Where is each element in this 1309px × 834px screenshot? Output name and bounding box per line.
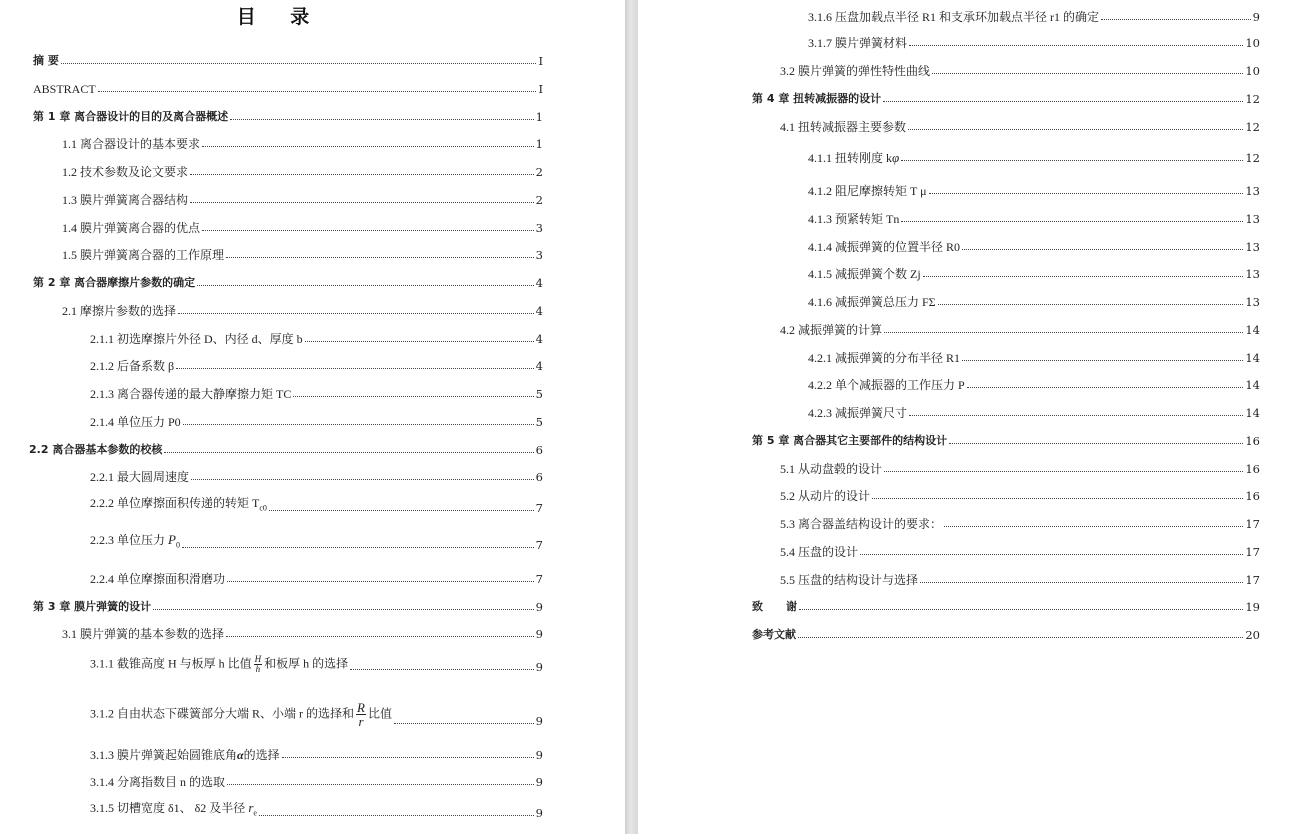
toc-entry[interactable]: 2.1.3 离合器传递的最大静摩擦力矩 TC 5 (90, 387, 543, 401)
toc-entry[interactable]: 3.1.7 膜片弹簧材料 10 (808, 36, 1260, 50)
toc-entry[interactable]: ABSTRACT I (33, 82, 543, 96)
toc-entry[interactable]: 5.1 从动盘毂的设计 16 (780, 462, 1260, 476)
toc-entry[interactable]: 2.2.2 单位摩擦面积传递的转矩 $T_{c0}$ 7 (90, 495, 543, 515)
toc-entry[interactable]: 3.1.3 膜片弹簧起始圆锥底角α的选择 9 (90, 748, 543, 762)
toc-entry[interactable]: 第 3 章 膜片弹簧的设计 9 (33, 600, 543, 614)
toc-entry[interactable]: 3.1.4 分离指数目 n 的选取 9 (90, 775, 543, 789)
toc-entry[interactable]: 3.1.1 截锥高度 H 与板厚 h 比值 $\frac{H}{h}$ 和板厚 h 的选择 9 (90, 654, 543, 674)
toc-entry[interactable]: 4.2.2 单个减振器的工作压力 P 14 (808, 378, 1260, 392)
toc-entry[interactable]: 4.1 扭转减振器主要参数 12 (780, 120, 1260, 134)
toc-title: 目 录 (236, 6, 324, 28)
toc-entry[interactable]: 1.4 膜片弹簧离合器的优点 3 (62, 221, 543, 235)
toc-entry[interactable]: 3.1.6 压盘加载点半径 R1 和支承环加载点半径 r1 的确定 9 (808, 10, 1260, 24)
toc-entry[interactable]: 4.1.3 预紧转矩 Tn 13 (808, 212, 1260, 226)
toc-entry[interactable]: 4.2.3 减振弹簧尺寸 14 (808, 406, 1260, 420)
toc-entry[interactable]: 1.2 技术参数及论文要求 2 (62, 165, 543, 179)
toc-entry[interactable]: 2.1 摩擦片参数的选择 4 (62, 304, 543, 318)
toc-page-left (0, 0, 625, 834)
toc-entry[interactable]: 3.1 膜片弹簧的基本参数的选择 9 (62, 627, 543, 641)
toc-entry[interactable]: 4.1.6 减振弹簧总压力 FΣ 13 (808, 295, 1260, 309)
toc-entry[interactable]: 1.1 离合器设计的基本要求 1 (62, 137, 543, 151)
toc-entry[interactable]: 4.1.2 阻尼摩擦转矩 T μ 13 (808, 184, 1260, 198)
toc-entry[interactable]: 第 4 章 扭转减振器的设计 12 (752, 92, 1260, 106)
toc-entry[interactable]: 1.3 膜片弹簧离合器结构 2 (62, 193, 543, 207)
toc-entry[interactable]: 摘 要 I (33, 54, 543, 68)
toc-entry[interactable]: 3.2 膜片弹簧的弹性特性曲线 10 (780, 64, 1260, 78)
toc-entry[interactable]: 4.1.4 减振弹簧的位置半径 R0 13 (808, 240, 1260, 254)
toc-page-right (638, 0, 1309, 834)
page-gutter (625, 0, 638, 834)
toc-entry[interactable]: 3.1.2 自由状态下碟簧部分大端 R、小端 r 的选择和 $\frac{R}{r}$ 比值 9 (90, 700, 543, 729)
toc-entry[interactable]: 5.5 压盘的结构设计与选择 17 (780, 573, 1260, 587)
toc-entry[interactable]: 参考文献 20 (752, 628, 1260, 642)
toc-entry[interactable]: 4.1.1 扭转刚度 kφ 12 (808, 150, 1260, 165)
toc-entry[interactable]: 第 1 章 离合器设计的目的及离合器概述 1 (33, 110, 543, 124)
toc-entry[interactable]: 2.1.4 单位压力 P0 5 (90, 415, 543, 429)
toc-entry[interactable]: 2.2.4 单位摩擦面积滑磨功 7 (90, 572, 543, 586)
toc-entry[interactable]: 4.2 减振弹簧的计算 14 (780, 323, 1260, 337)
toc-entry[interactable]: 2.2 离合器基本参数的校核 6 (29, 443, 543, 457)
toc-entry[interactable]: 第 5 章 离合器其它主要部件的结构设计 16 (752, 434, 1260, 448)
toc-entry[interactable]: 1.5 膜片弹簧离合器的工作原理 3 (62, 248, 543, 262)
toc-entry[interactable]: 4.1.5 减振弹簧个数 Zj 13 (808, 267, 1260, 281)
toc-entry[interactable]: 2.1.1 初选摩擦片外径 D、内径 d、厚度 b 4 (90, 332, 543, 346)
toc-entry[interactable]: 5.4 压盘的设计 17 (780, 545, 1260, 559)
toc-entry[interactable]: 4.2.1 减振弹簧的分布半径 R1 14 (808, 351, 1260, 365)
toc-entry[interactable]: 3.1.5 切槽宽度 δ1、 δ2 及半径 $r_e$ 9 (90, 799, 543, 820)
toc-entry[interactable]: 致 谢 19 (752, 600, 1260, 614)
toc-entry[interactable]: 2.1.2 后备系数 β 4 (90, 359, 543, 373)
toc-entry[interactable]: 2.2.1 最大圆周速度 6 (90, 470, 543, 484)
toc-entry[interactable]: 5.2 从动片的设计 16 (780, 489, 1260, 503)
toc-entry[interactable]: 5.3 离合器盖结构设计的要求： 17 (780, 517, 1260, 531)
toc-entry[interactable]: 2.2.3 单位压力 $P_0$ 7 (90, 531, 543, 552)
toc-entry[interactable]: 第 2 章 离合器摩擦片参数的确定 4 (33, 276, 543, 290)
